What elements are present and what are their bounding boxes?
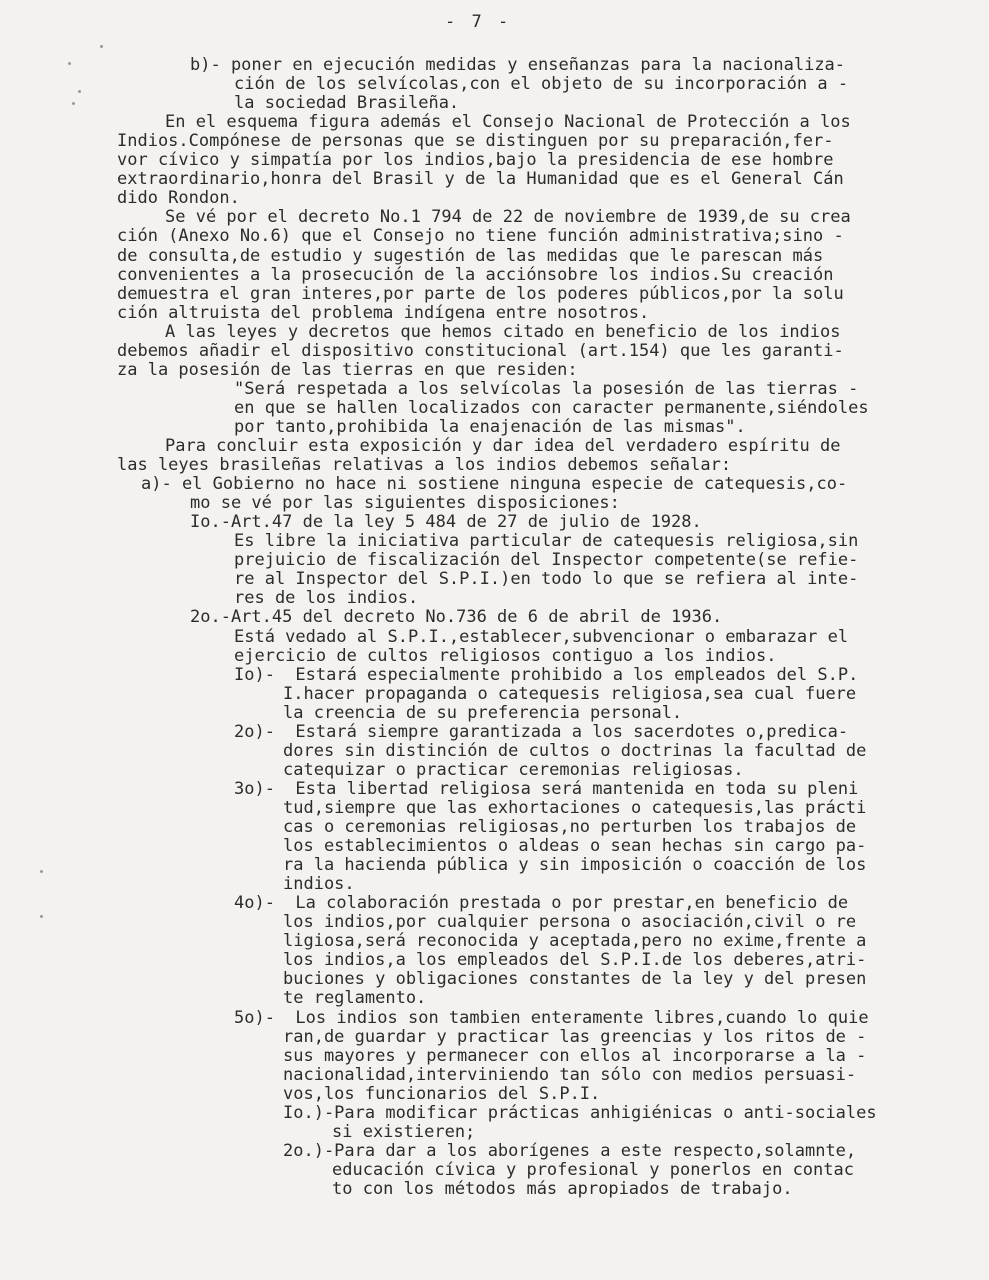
text-line: cas o ceremonias religiosas,no perturben los trabajos de	[283, 817, 857, 837]
text-line: de consulta,de estudio y sugestión de las medidas que le parescan más	[117, 245, 824, 266]
text-line: Io.-Art.47 de la ley 5 484 de 27 de julio de 1928.	[190, 512, 702, 533]
text-line: catequizar o practicar ceremonias religiosas.	[283, 759, 744, 780]
margin-speck	[72, 102, 75, 105]
margin-speck	[68, 62, 71, 65]
page-number: - 7 -	[445, 12, 512, 32]
text-line: los establecimientos o aldeas o sean hechas sin cargo pa-	[283, 836, 867, 857]
text-line: za la posesión de las tierras en que residen:	[117, 359, 578, 380]
text-line: to con los métodos más apropiados de trabajo.	[332, 1178, 793, 1199]
text-line: En el esquema figura además el Consejo Nacional de Protección a los	[165, 112, 851, 133]
text-line: a)- el Gobierno no hace ni sostiene ninguna especie de catequesis,co-	[141, 474, 848, 495]
text-line: I.hacer propaganda o catequesis religiosa,sea cual fuere	[283, 683, 857, 704]
text-line: nacionalidad,interviniendo tan sólo con medios persuasi-	[283, 1064, 857, 1085]
text-line: prejuicio de fiscalización del Inspector competente(se refie-	[234, 550, 859, 571]
text-line: las leyes brasileñas relativas a los indios debemos señalar:	[117, 455, 732, 476]
text-line: si existieren;	[332, 1121, 476, 1142]
margin-speck	[40, 870, 43, 873]
text-line: por tanto,prohibida la enajenación de las mismas".	[234, 416, 746, 437]
margin-speck	[100, 45, 103, 48]
text-line: 5o)- Los indios son tambien enteramente libres,cuando lo quie	[234, 1007, 869, 1028]
text-line: b)- poner en ejecución medidas y enseñanzas para la nacionaliza-	[190, 55, 846, 75]
text-line: Indios.Compónese de personas que se distinguen por su preparación,fer-	[117, 131, 834, 152]
text-line: 3o)- Esta libertad religiosa será mantenida en toda su pleni	[234, 778, 859, 799]
text-line: Es libre la iniciativa particular de catequesis religiosa,sin	[234, 531, 859, 552]
text-line: mo se vé por las siguientes disposiciones:	[190, 493, 620, 514]
text-line: sus mayores y permanecer con ellos al incorporarse a la -	[283, 1045, 867, 1066]
text-line: en que se hallen localizados con caracter permanente,siéndoles	[234, 397, 869, 418]
text-line: ción de los selvícolas,con el objeto de su incorporación a -	[234, 74, 849, 95]
text-line: los indios,por cualquier persona o asociación,civil o re	[283, 912, 857, 933]
text-line: extraordinario,honra del Brasil y de la Humanidad que es el General Cán	[117, 169, 844, 190]
text-line: ejercicio de cultos religiosos contiguo a los indios.	[234, 645, 777, 666]
text-line: Io)- Estará especialmente prohibido a los empleados del S.P.	[234, 664, 859, 685]
text-line: convenientes a la prosecución de la acciónsobre los indios.Su creación	[117, 264, 834, 285]
text-line: ción altruista del problema indígena entre nosotros.	[117, 302, 650, 323]
text-line: ran,de guardar y practicar las greencias y los ritos de -	[283, 1026, 867, 1047]
text-line: "Será respetada a los selvícolas la posesión de las tierras -	[234, 378, 859, 399]
text-line: la creencia de su preferencia personal.	[283, 702, 683, 723]
text-line: Está vedado al S.P.I.,establecer,subvencionar o embarazar el	[234, 626, 849, 647]
text-line: tud,siempre que las exhortaciones o catequesis,las prácti	[283, 797, 867, 818]
text-line: ción (Anexo No.6) que el Consejo no tiene función administrativa;sino -	[117, 226, 844, 247]
text-line: Se vé por el decreto No.1 794 de 22 de noviembre de 1939,de su crea	[165, 207, 851, 228]
text-line: la sociedad Brasileña.	[234, 93, 460, 114]
text-line: debemos añadir el dispositivo constitucional (art.154) que les garanti-	[117, 340, 844, 361]
text-line: A las leyes y decretos que hemos citado en beneficio de los indios	[165, 321, 841, 342]
text-line: vor cívico y simpatía por los indios,bajo la presidencia de ese hombre	[117, 150, 834, 171]
text-line: res de los indios.	[234, 588, 419, 609]
text-line: Io.)-Para modificar prácticas anhigiénicas o anti-sociales	[283, 1102, 877, 1123]
text-line: te reglamento.	[283, 988, 427, 1009]
text-line: ra la hacienda pública y sin imposición o coacción de los	[283, 855, 867, 876]
text-line: educación cívica y profesional y ponerlos en contac	[332, 1159, 854, 1180]
text-line: Para concluir esta exposición y dar idea del verdadero espíritu de	[165, 436, 841, 456]
text-line: indios.	[283, 874, 355, 895]
text-line: 2o)- Estará siempre garantizada a los sacerdotes o,predica-	[234, 721, 849, 742]
text-line: 2o.-Art.45 del decreto No.736 de 6 de abril de 1936.	[190, 607, 723, 628]
text-line: ligiosa,será reconocida y aceptada,pero no exime,frente a	[283, 931, 867, 952]
margin-speck	[78, 90, 81, 93]
text-line: los indios,a los empleados del S.P.I.de los deberes,atri-	[283, 950, 867, 971]
text-line: 4o)- La colaboración prestada o por prestar,en beneficio de	[234, 893, 849, 914]
text-line: dido Rondon.	[117, 188, 240, 209]
text-line: buciones y obligaciones constantes de la ley y del presen	[283, 969, 867, 990]
text-line: dores sin distinción de cultos o doctrinas la facultad de	[283, 740, 867, 761]
margin-speck	[40, 915, 43, 918]
text-line: vos,los funcionarios del S.P.I.	[283, 1083, 601, 1104]
text-line: re al Inspector del S.P.I.)en todo lo que se refiera al inte-	[234, 569, 859, 590]
text-line: demuestra el gran interes,por parte de los poderes públicos,por la solu	[117, 283, 844, 304]
text-line: 2o.)-Para dar a los aborígenes a este respecto,solamnte,	[283, 1140, 857, 1161]
